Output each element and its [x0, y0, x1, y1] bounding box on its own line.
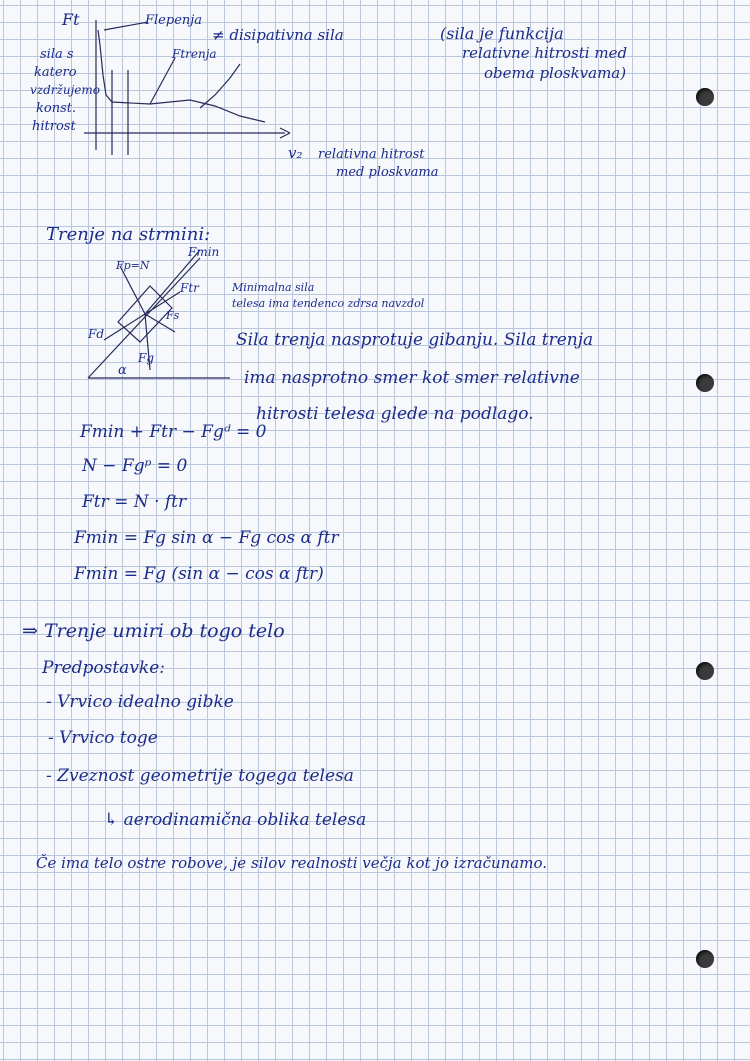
- fp-vector: [120, 266, 145, 314]
- graph-x-note: med ploskvama: [336, 165, 439, 180]
- label-f-lepenja: Flepenja: [145, 13, 203, 28]
- equation: Fmin + Ftr − Fgᵈ = 0: [80, 422, 267, 442]
- incline-body-line: ima nasprotno smer kot smer relativne: [244, 368, 580, 388]
- binder-hole: [696, 950, 714, 968]
- section-heading: ⇒ Trenje umiri ob togo telo: [22, 620, 285, 642]
- assumptions-title: Predpostavke:: [42, 658, 166, 678]
- last-line: Če ima telo ostre robove, je silov realnosti večja kot jo izračunamo.: [36, 854, 547, 872]
- incline-title: Trenje na strmini:: [46, 224, 211, 245]
- graph-axis-x-label: v₂: [288, 144, 303, 162]
- incline-body-line: Sila trenja nasprotuje gibanju. Sila trenja: [236, 330, 594, 350]
- x-arrow: [280, 128, 290, 133]
- label-f-d: Fd: [88, 327, 105, 341]
- assumption-item: - Vrvico idealno gibke: [46, 692, 234, 712]
- graph-y-note: konst.: [36, 101, 77, 116]
- label-f-g: Fg: [138, 351, 155, 365]
- lepenja-curve: [200, 64, 240, 108]
- label-f-s: Fs: [166, 309, 180, 322]
- binder-hole: [696, 374, 714, 392]
- equation: Fmin = Fg sin α − Fg cos α ftr: [74, 528, 339, 548]
- graph-x-note: relativna hitrost: [318, 147, 425, 162]
- graph-eq-text: ≠ disipativna sila: [212, 26, 344, 44]
- assumption-item: - Vrvico toge: [48, 728, 158, 748]
- assumption-sub-item: ↳ aerodinamična oblika telesa: [104, 810, 367, 830]
- graph-y-note: katero: [34, 65, 77, 80]
- graph-axis-y-label: Ft: [62, 10, 80, 29]
- label-arrow: [104, 22, 148, 30]
- assumption-item: - Zveznost geometrije togega telesa: [46, 766, 354, 786]
- label-alpha: α: [118, 363, 127, 378]
- equation: Fmin = Fg (sin α − cos α ftr): [74, 564, 324, 584]
- label-f-p: Fp=N: [116, 259, 150, 272]
- binder-hole: [696, 88, 714, 106]
- binder-hole: [696, 662, 714, 680]
- incline-side-note: telesa ima tendenco zdrsa navzdol: [232, 297, 425, 310]
- x-arrow: [280, 133, 290, 138]
- fd-vector: [104, 314, 145, 340]
- graph-y-note: hitrost: [32, 119, 76, 134]
- graph-y-note: vzdržujemo: [30, 83, 100, 97]
- label-f-min: Fmin: [188, 245, 220, 259]
- graph-y-note: sila s: [40, 47, 74, 62]
- graph-note: obema ploskvama): [484, 64, 627, 82]
- graph-note: (sila je funkcija: [440, 24, 564, 43]
- incline-body-line: hitrosti telesa glede na podlago.: [256, 404, 534, 424]
- label-arrow: [150, 58, 175, 104]
- block: [118, 286, 172, 342]
- graph-note: relativne hitrosti med: [462, 44, 628, 62]
- equation: N − Fgᵖ = 0: [82, 456, 188, 476]
- label-f-tr: Ftr: [180, 281, 199, 295]
- incline-side-note: Minimalna sila: [232, 281, 315, 294]
- label-f-trenja: Ftrenja: [172, 47, 217, 61]
- equation: Ftr = N · ftr: [82, 492, 187, 512]
